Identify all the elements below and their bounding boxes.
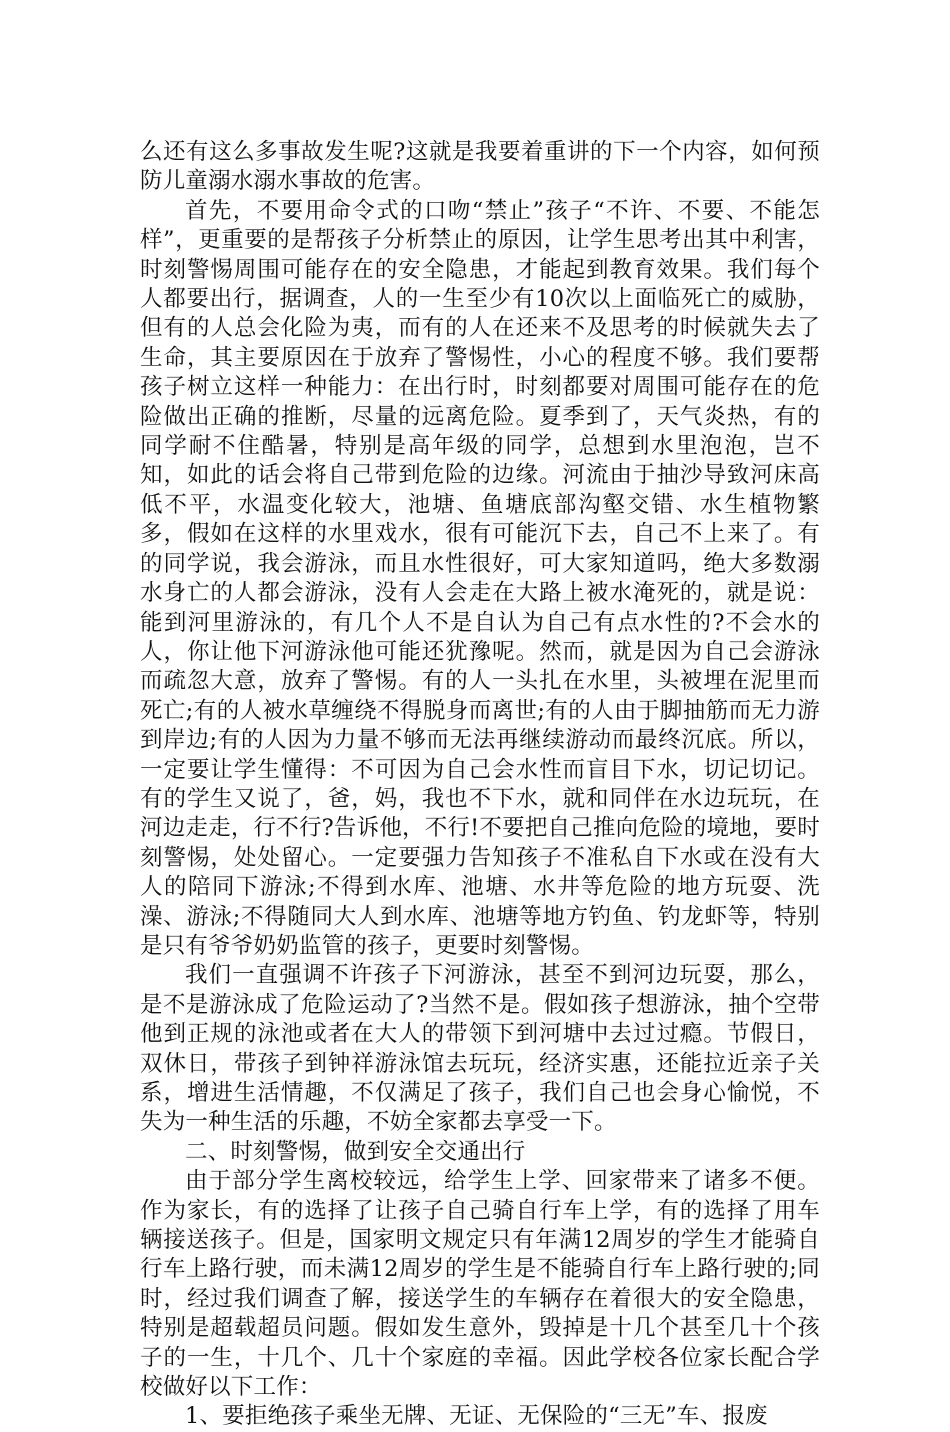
paragraph-continuation: 么还有这么多事故发生呢?这就是我要着重讲的下一个内容，如何预防儿童溺水溺水事故的危害。 bbox=[140, 139, 820, 195]
document-page bbox=[140, 138, 820, 1432]
paragraph-drowning-prevention: 首先，不要用命令式的口吻“禁止”孩子“不许、不要、不能怎样”，更重要的是帮孩子分析禁止的原因，让学生思考出其中利害，时刻警惕周围可能存在的安全隐患，才能起到教育效果。我们每个人都要出行，据调查，人的一生至少有10次以上面临死亡的威胁，但有的人总会化险为夷，而有的人在还来不及思考的时候就失去了生命，其主要原因在于放弃了警惕性，小心的程度不够。我们要帮孩子树立这样一种能力：在出行时，时刻都要对周围可能存在的危险做出正确的推断，尽量的远离危险。夏季到了，天气炎热，有的同学耐不住酷暑，特别是高年级的同学，总想到水里泡泡，岂不知，如此的话会将自己带到危险的边缘。河流由于抽沙导致河床高低不平，水温变化较大，池塘、鱼塘底部沟壑交错、水生植物繁多，假如在这样的水里戏水，很有可能沉下去，自己不上来了。有的同学说，我会游泳，而且水性很好，可大家知道吗，绝大多数溺水身亡的人都会游泳，没有人会走在大路上被水淹死的，就是说：能到河里游泳的，有几个人不是自认为自己有点水性的?不会水的人，你让他下河游泳他可能还犹豫呢。然而，就是因为自己会游泳而疏忽大意，放弃了警惕。有的人一头扎在水里，头被埋在泥里而死亡;有的人被水草缠绕不得脱身而离世;有的人由于脚抽筋而无力游到岸边;有的人因为力量不够而无法再继续游动而最终沉底。所以，一定要让学生懂得：不可因为自己会水性而盲目下水，切记切记。有的学生又说了，爸，妈，我也不下水，就和同伴在水边玩玩，在河边走走，行不行?告诉他，不行!不要把自己推向危险的境地，要时刻警惕，处处留心。一定要强力告知孩子不准私自下水或在没有大人的陪同下游泳;不得到水库、池塘、水井等危险的地方玩耍、洗澡、游泳;不得随同大人到水库、池塘等地方钓鱼、钓龙虾等，特别是只有爷爷奶奶监管的孩子，更要时刻警惕。 bbox=[140, 197, 820, 959]
paragraph-traffic-safety: 由于部分学生离校较远，给学生上学、回家带来了诸多不便。作为家长，有的选择了让孩子自己骑自行车上学，有的选择了用车辆接送孩子。但是，国家明文规定只有年满12周岁的学生才能骑自行车上路行驶，而未满12周岁的学生是不能骑自行车上路行驶的;同时，经过我们调查了解，接送学生的车辆存在着很大的安全隐患，特别是超载超员问题。假如发生意外，毁掉是十几个甚至几十个孩子的一生，十几个、几十个家庭的幸福。因此学校各位家长配合学校做好以下工作： bbox=[140, 1168, 820, 1401]
list-item-1: 1、要拒绝孩子乘坐无牌、无证、无保险的“三无”车、报废 bbox=[185, 1403, 768, 1430]
paragraph-swimming-safety: 我们一直强调不许孩子下河游泳，甚至不到河边玩耍，那么，是不是游泳成了危险运动了?当然不是。假如孩子想游泳，抽个空带他到正规的泳池或者在大人的带领下到河塘中去过过瘾。节假日，双休日，带孩子到钟祥游泳馆去玩玩，经济实惠，还能拉近亲子关系，增进生活情趣，不仅满足了孩子，我们自己也会身心愉悦，不失为一种生活的乐趣，不妨全家都去享受一下。 bbox=[140, 962, 820, 1136]
section-heading-traffic-safety: 二、时刻警惕，做到安全交通出行 bbox=[185, 1138, 526, 1165]
